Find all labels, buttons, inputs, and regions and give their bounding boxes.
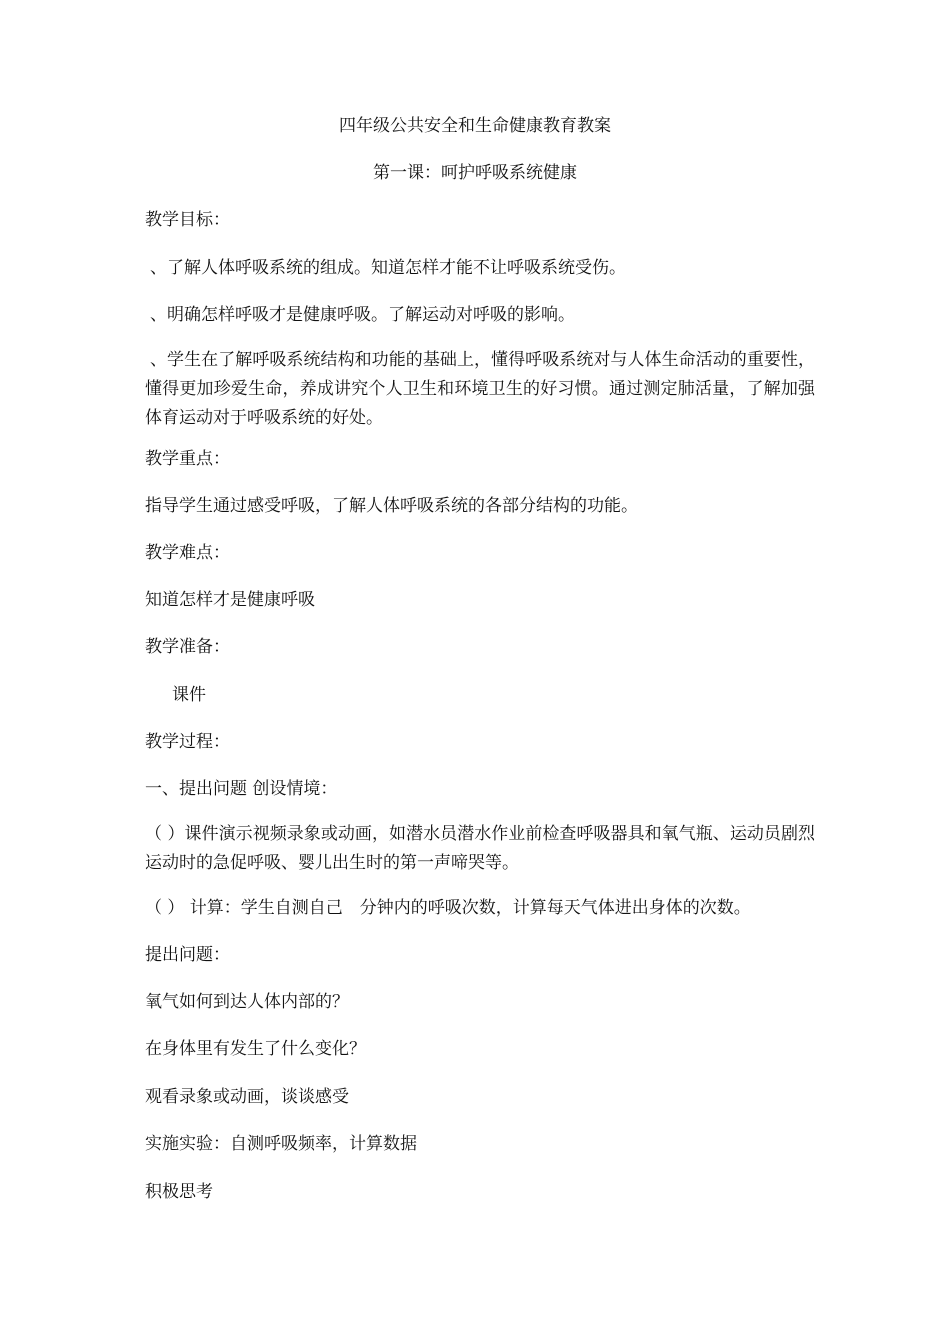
process-heading: 教学过程： (145, 732, 230, 752)
step-1: （ ）课件演示视频录象或动画，如潜水员潜水作业前检查呼吸器具和氧气瓶、运动员剧烈运动时的急促呼吸、婴儿出生时的第一声啼哭等。 (145, 824, 815, 873)
key-points-text: 指导学生通过感受呼吸，了解人体呼吸系统的各部分结构的功能。 (145, 496, 638, 516)
objective-3: 、学生在了解呼吸系统结构和功能的基础上，懂得呼吸系统对与人体生命活动的重要性，懂得更加珍爱生命，养成讲究个人卫生和环境卫生的好习惯。通过测定肺活量，了解加强体育运动对于呼吸系统的好处。 (145, 350, 815, 428)
questions-heading: 提出问题： (145, 945, 230, 965)
document-title: 四年级公共安全和生命健康教育教案 (339, 116, 611, 136)
objectives-heading: 教学目标： (145, 210, 230, 230)
section-1-heading: 一、提出问题 创设情境： (145, 779, 338, 799)
activity-2: 实施实验：自测呼吸频率，计算数据 (145, 1134, 417, 1154)
lesson-subtitle: 第一课：呵护呼吸系统健康 (373, 163, 577, 183)
difficulties-heading: 教学难点： (145, 543, 230, 563)
question-2: 在身体里有发生了什么变化？ (145, 1039, 366, 1059)
step-2: （ ） 计算：学生自测自己 分钟内的呼吸次数，计算每天气体进出身体的次数。 (145, 898, 751, 918)
activity-1: 观看录象或动画，谈谈感受 (145, 1087, 349, 1107)
objective-1: 、了解人体呼吸系统的组成。知道怎样才能不让呼吸系统受伤。 (150, 258, 626, 278)
key-points-heading: 教学重点： (145, 449, 230, 469)
activity-3: 积极思考 (145, 1182, 213, 1202)
preparation-text: 课件 (172, 685, 206, 705)
preparation-heading: 教学准备： (145, 637, 230, 657)
question-1: 氧气如何到达人体内部的？ (145, 992, 349, 1012)
objective-2: 、明确怎样呼吸才是健康呼吸。了解运动对呼吸的影响。 (150, 305, 575, 325)
difficulties-text: 知道怎样才是健康呼吸 (145, 590, 315, 610)
